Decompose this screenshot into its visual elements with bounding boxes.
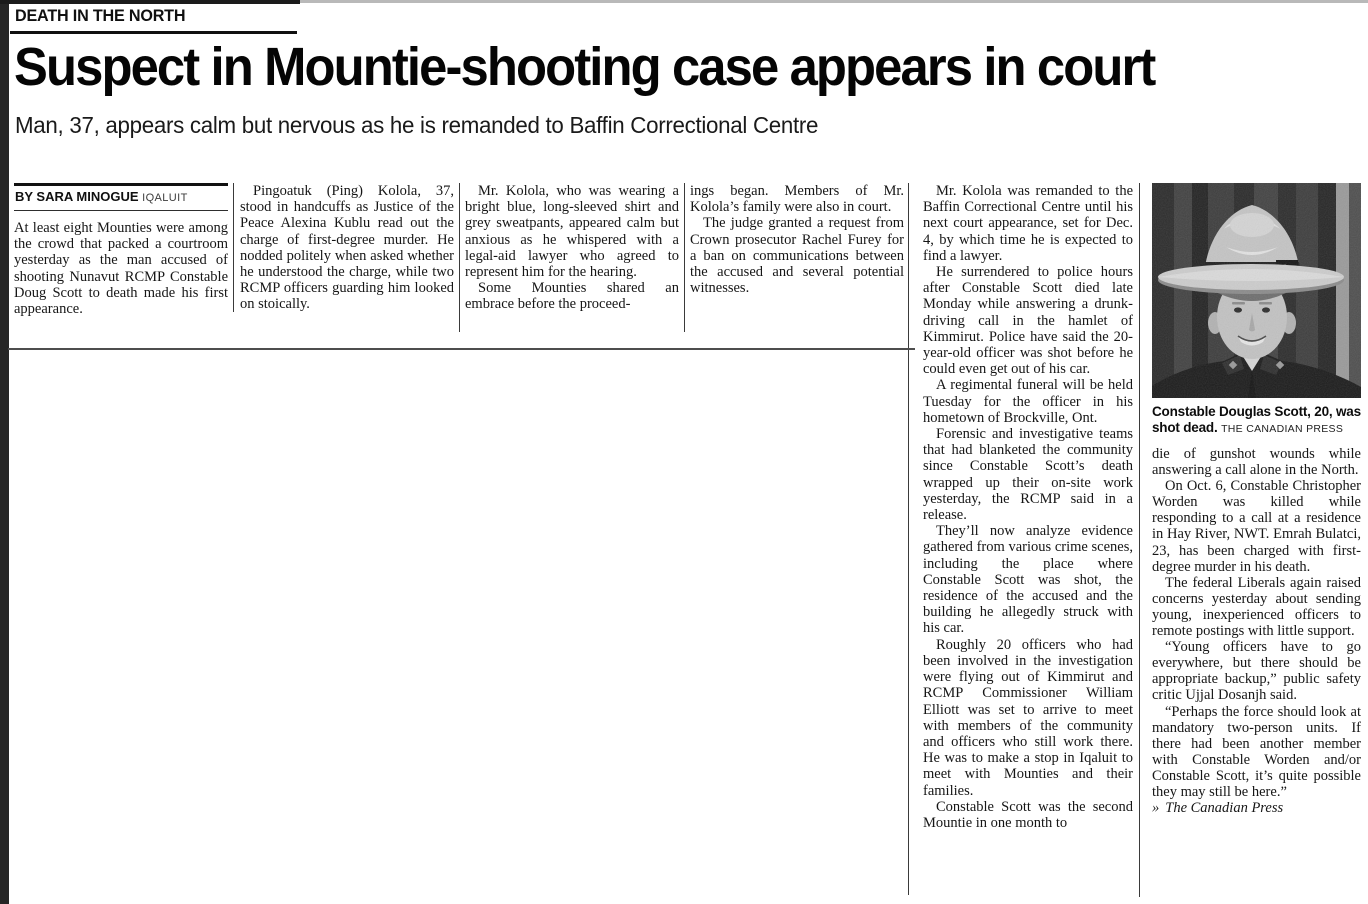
article-paragraph: “Young officers have to go everywhere, but there should be appropriate backup,” public safety critic Ujjal Dosanjh said.: [1152, 639, 1361, 704]
mountie-portrait-photo: [1152, 183, 1361, 398]
guillemet-icon: »: [1152, 800, 1160, 817]
article-column-5: [923, 183, 1133, 831]
article-paragraph: Pingoatuk (Ping) Kolola, 37, stood in handcuffs as Justice of the Peace Alexina Kublu read out the charge of first-degree murder. He nodded politely when asked whether he understood the charge, while two RCMP officers guarding him looked on stoically.: [240, 183, 454, 313]
article-paragraph: Some Mounties shared an embrace before the proceed-: [465, 280, 679, 313]
column-rule-4: [908, 183, 909, 895]
article-paragraph: A regimental funeral will be held Tuesday for the officer in his hometown of Brockville, Ont.: [923, 377, 1133, 426]
article-paragraph: Constable Scott was the second Mountie in one month to: [923, 798, 1133, 831]
section-kicker: DEATH IN THE NORTH: [15, 6, 186, 25]
article-paragraph: Mr. Kolola was remanded to the Baffin Correctional Centre until his next court appearance, set for Dec. 4, by which time he is expected to find a lawyer.: [923, 183, 1133, 264]
column-rule-1: [233, 183, 234, 312]
photo-credit: THE CANADIAN PRESS: [1221, 423, 1344, 435]
kicker-underline: [10, 31, 297, 34]
byline: [14, 186, 228, 210]
page-left-edge-bar: [0, 0, 9, 904]
article-paragraph: Forensic and investigative teams that had blanketed the community since Constable Scott’s death wrapped up their on-site work yesterday, the RCMP said in a release.: [923, 426, 1133, 524]
photo-caption-text: Constable Douglas Scott, 20, was shot dead.: [1152, 404, 1361, 435]
article-paragraph: He surrendered to police hours after Constable Scott died late Monday while answering a drunk-driving call in the hamlet of Kimmirut. Police have said the 20-year-old officer was shot before he could even get out of his car.: [923, 264, 1133, 378]
article-paragraph: “Perhaps the force should look at mandatory two-person units. If there had been another member with Constable Worden and/or Constable Scott, it’s quite possible they may still be here.”: [1152, 703, 1361, 800]
wire-service-name: The Canadian Press: [1165, 800, 1284, 817]
article-column-1: [14, 183, 228, 317]
column-rule-3: [684, 183, 685, 332]
page-top-edge-light: [300, 0, 1368, 3]
article-column-4: [690, 183, 904, 296]
byline-block: [14, 183, 228, 211]
page-top-edge-dark: [0, 0, 300, 4]
article-paragraph: The judge granted a request from Crown prosecutor Rachel Furey for a ban on communications between the accused and several potential witnesses.: [690, 215, 904, 297]
headline: Suspect in Mountie-shooting case appears in court: [14, 37, 1155, 97]
article-column-3: [465, 183, 679, 313]
article-paragraph: die of gunshot wounds while answering a call alone in the North.: [1152, 446, 1361, 479]
article-paragraph: They’ll now analyze evidence gathered from various crime scenes, including the place where Constable Scott was shot, the residence of the accused and the building he allegedly struck with his car.: [923, 523, 1133, 637]
article-paragraph: The federal Liberals again raised concerns yesterday about sending young, inexperienced officers to remote postings with little support.: [1152, 574, 1361, 640]
article-column-6: [1152, 183, 1361, 816]
byline-rule-bottom: [14, 210, 228, 211]
wire-service-tagline: [1152, 800, 1361, 816]
article-column-2: [240, 183, 454, 313]
article-paragraph: ings began. Members of Mr. Kolola’s family were also in court.: [690, 183, 904, 216]
photo-caption: [1152, 404, 1361, 437]
article-paragraph: Roughly 20 officers who had been involved in the investigation were flying out of Kimmirut and RCMP Commissioner William Elliott was set to arrive to meet with members of the community and officers who still work there. He was to make a stop in Iqaluit to meet with Mounties and their families.: [923, 636, 1133, 799]
story-bottom-rule: [8, 348, 915, 350]
column-rule-2: [459, 183, 460, 332]
article-paragraph: At least eight Mounties were among the crowd that packed a courtroom yesterday as the man accused of shooting Nunavut RCMP Constable Doug Scott to death made his first appearance.: [14, 220, 228, 318]
article-paragraph: Mr. Kolola, who was wearing a bright blue, long-sleeved shirt and grey sweatpants, appeared calm but anxious as he whispered with a legal-aid lawyer who agreed to represent him for the hearing.: [465, 183, 679, 281]
subheadline: Man, 37, appears calm but nervous as he is remanded to Baffin Correctional Centre: [15, 112, 819, 138]
byline-author: BY SARA MINOGUE: [15, 188, 139, 204]
article-paragraph: On Oct. 6, Constable Christopher Worden was killed while responding to a call at a residence in Hay River, NWT. Emrah Bulatci, 23, has been charged with first-degree murder in his death.: [1152, 478, 1361, 575]
mountie-portrait-illustration: [1152, 183, 1361, 398]
column-rule-5: [1139, 183, 1140, 897]
byline-location: IQALUIT: [142, 191, 188, 204]
